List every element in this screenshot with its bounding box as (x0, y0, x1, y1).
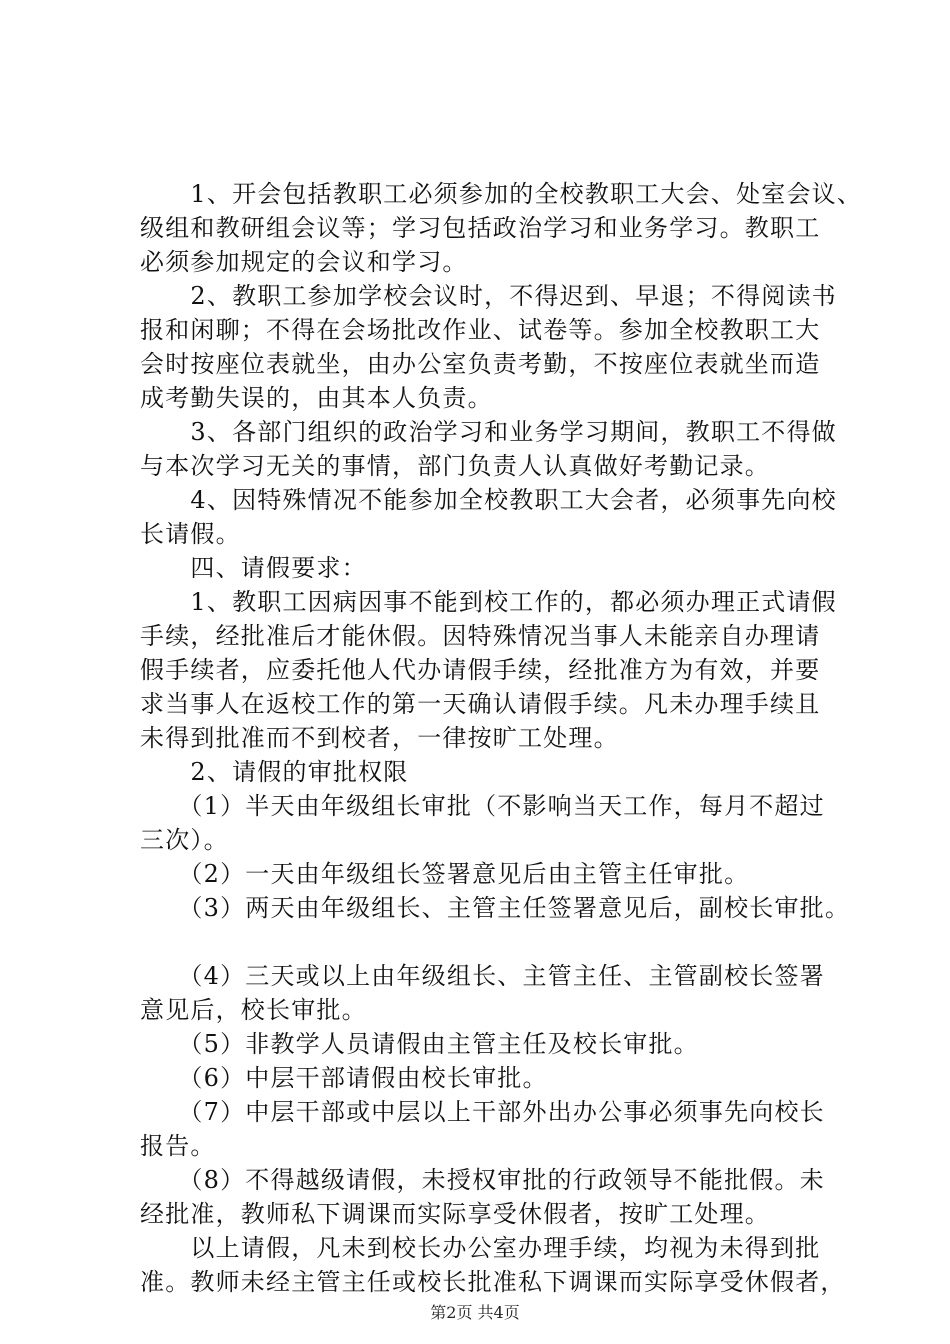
body-text-line: 成考勤失误的，由其本人负责。 (140, 384, 493, 412)
body-text-line: 级组和教研组会议等；学习包括政治学习和业务学习。教职工 (140, 214, 821, 242)
body-text-line: 手续，经批准后才能休假。因特殊情况当事人未能亲自办理请 (140, 622, 821, 650)
body-text-line: 以上请假，凡未到校长办公室办理手续，均视为未得到批 (140, 1234, 821, 1262)
section-heading: 四、请假要求： (140, 554, 367, 582)
body-text-line: （6）中层干部请假由校长审批。 (140, 1064, 548, 1092)
body-text-line: 会时按座位表就坐，由办公室负责考勤，不按座位表就坐而造 (140, 350, 821, 378)
page-footer: 第2页 共4页 (430, 1303, 520, 1322)
body-text-line: 未得到批准而不到校者，一律按旷工处理。 (140, 724, 619, 752)
body-text-line: （4）三天或以上由年级组长、主管主任、主管副校长签署 (140, 962, 825, 990)
body-text-line: 准。教师未经主管主任或校长批准私下调课而实际享受休假者， (140, 1268, 846, 1296)
body-text-line: （5）非教学人员请假由主管主任及校长审批。 (140, 1030, 699, 1058)
body-text-line: 报告。 (140, 1132, 216, 1160)
body-text-line: 2、请假的审批权限 (140, 758, 409, 786)
body-text-line: 假手续者，应委托他人代办请假手续，经批准方为有效，并要 (140, 656, 821, 684)
body-text-line: （2）一天由年级组长签署意见后由主管主任审批。 (140, 860, 750, 888)
body-text-line: （3）两天由年级组长、主管主任签署意见后，副校长审批。 (140, 894, 851, 922)
body-text-line: （8）不得越级请假，未授权审批的行政领导不能批假。未 (140, 1166, 825, 1194)
body-text-line: 经批准，教师私下调课而实际享受休假者，按旷工处理。 (140, 1200, 770, 1228)
body-text-line: 3、各部门组织的政治学习和业务学习期间，教职工不得做 (140, 418, 837, 446)
body-text-line: 1、教职工因病因事不能到校工作的，都必须办理正式请假 (140, 588, 837, 616)
body-text-line: 求当事人在返校工作的第一天确认请假手续。凡未办理手续且 (140, 690, 821, 718)
body-text-line: 三次）。 (140, 826, 229, 854)
body-text-line: 1、开会包括教职工必须参加的全校教职工大会、处室会议、 (140, 180, 863, 208)
body-text-line: 必须参加规定的会议和学习。 (140, 248, 468, 276)
body-text-line: 4、因特殊情况不能参加全校教职工大会者，必须事先向校 (140, 486, 837, 514)
body-text-line: 报和闲聊；不得在会场批改作业、试卷等。参加全校教职工大 (140, 316, 821, 344)
body-text-line: 与本次学习无关的事情，部门负责人认真做好考勤记录。 (140, 452, 770, 480)
body-text-line: （1）半天由年级组长审批（不影响当天工作，每月不超过 (140, 792, 825, 820)
body-text-line: 意见后，校长审批。 (140, 996, 367, 1024)
body-text-line: 长请假。 (140, 520, 241, 548)
body-text-line: （7）中层干部或中层以上干部外出办公事必须事先向校长 (140, 1098, 825, 1126)
body-text-line: 2、教职工参加学校会议时，不得迟到、早退；不得阅读书 (140, 282, 837, 310)
